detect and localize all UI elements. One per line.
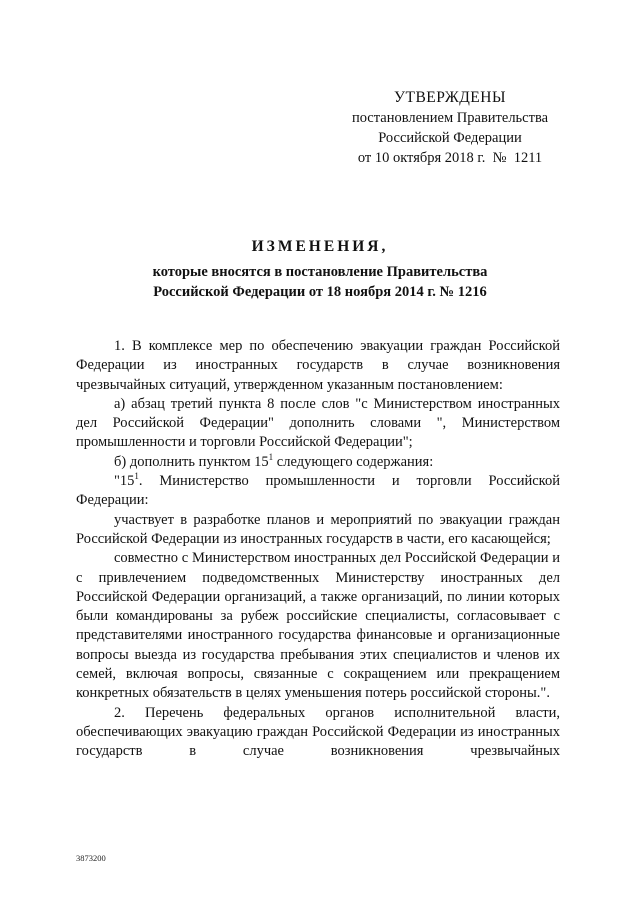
subtitle-line-1: которые вносятся в постановление Правительства — [152, 264, 488, 280]
paragraph-3-tail: следующего содержания: — [273, 453, 434, 470]
paragraph-3 — [76, 453, 560, 472]
paragraph-3-text: б) дополнить пунктом 15 — [114, 453, 269, 470]
superscript: 1 — [268, 451, 274, 462]
paragraph-5: участвует в разработке планов и мероприятий по эвакуации граждан Российской Федерации из иностранных государств в части, его касающейся; — [76, 511, 560, 547]
approval-block — [340, 88, 560, 168]
approval-line-2: Российской Федерации — [378, 130, 522, 146]
document-title: ИЗМЕНЕНИЯ, — [251, 238, 389, 255]
approval-line-1: постановлением Правительства — [351, 110, 549, 126]
subtitle-line-2: Российской Федерации от 18 ноября 2014 г. № 1216 — [153, 284, 487, 300]
paragraph-4 — [76, 472, 560, 511]
paragraph-2: а) абзац третий пункта 8 после слов "с Министерством иностранных дел Российской Федерации" дополнить словами ", Министерством промышленности и торговли Российской Федерации"; — [76, 395, 560, 451]
superscript: 1 — [134, 471, 139, 482]
paragraph-7: 2. Перечень федеральных органов исполнительной власти, обеспечивающих эвакуацию граждан Российской Федерации из иностранных государств в случае возникновения чрезвычайных — [76, 704, 560, 760]
document-code: 3873200 — [76, 853, 106, 863]
approval-heading: УТВЕРЖДЕНЫ — [394, 89, 506, 106]
paragraph-6: совместно с Министерством иностранных дел Российской Федерации и с привлечением подведомственных Министерству иностранных дел Российской Федерации организаций, а также организаций, по линии которых были командированы за рубеж российские специалисты, согласовывает с представителями иностранного государства финансовые и организационные вопросы выезда из государства пребывания этих специалистов и членов их семей, включая вопросы, связанные с сокращением или прекращением конкретных обязательств в целях уменьшения потерь российской стороны.". — [76, 550, 560, 702]
paragraph-4-tail: . Министерство промышленности и торговли Российской Федерации: — [76, 473, 560, 509]
paragraph-4-text: "15 — [114, 473, 135, 490]
approval-date-number: от 10 октября 2018 г. № 1211 — [357, 150, 543, 166]
paragraph-1: 1. В комплексе мер по обеспечению эвакуации граждан Российской Федерации из иностранных государств в случае возникновения чрезвычайных ситуаций, утвержденном указанным постановлением: — [76, 338, 560, 393]
document-body — [76, 337, 560, 762]
document-subtitle — [0, 262, 640, 302]
